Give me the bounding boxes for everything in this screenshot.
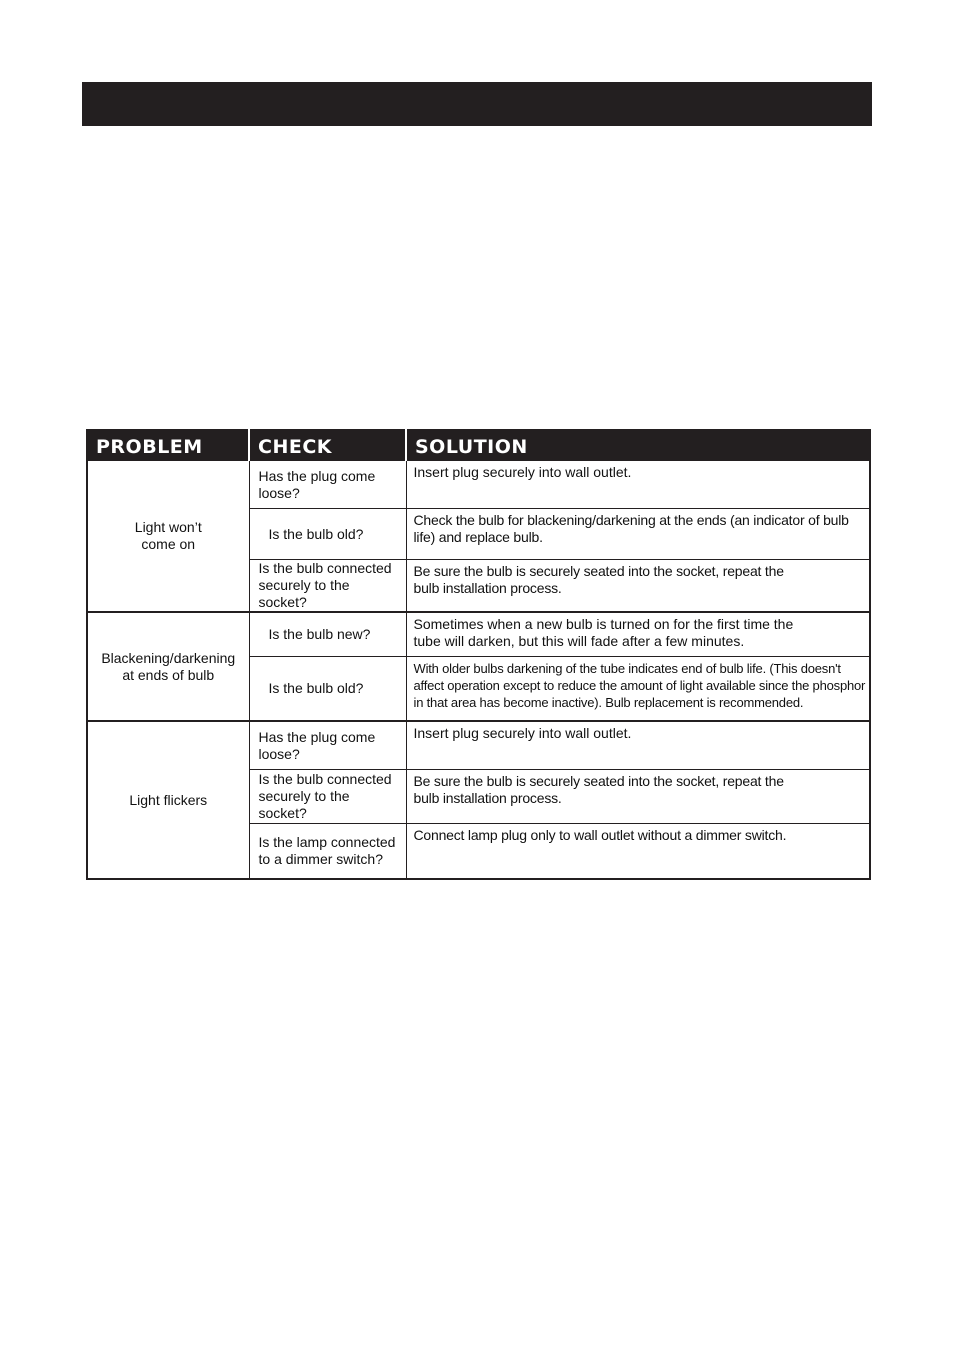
solution-cell: Insert plug securely into wall outlet. xyxy=(406,721,870,770)
column-header-solution: SOLUTION xyxy=(406,430,870,461)
solution-text: Sometimes when a new bulb is turned on for the first time the tube will darken, but this will fade after a few minutes. xyxy=(413,616,794,649)
problem-text: Light won’t come on xyxy=(134,519,202,552)
solution-text: Be sure the bulb is securely seated into the socket, repeat the bulb installation process. xyxy=(413,563,784,596)
check-cell: Is the lamp connected to a dimmer switch? xyxy=(249,824,406,880)
check-cell: Is the bulb old? xyxy=(249,509,406,560)
check-cell: Is the bulb new? xyxy=(249,612,406,657)
solution-cell xyxy=(406,560,870,613)
column-header-check: CHECK xyxy=(249,430,406,461)
check-cell: Is the bulb old? xyxy=(249,657,406,722)
check-cell: Is the bulb connected securely to the socket? xyxy=(249,560,406,613)
check-cell: Has the plug come loose? xyxy=(249,721,406,770)
check-cell: Has the plug come loose? xyxy=(249,461,406,509)
table-header-row xyxy=(87,430,870,461)
solution-text: Be sure the bulb is securely seated into the socket, repeat the bulb installation process. xyxy=(413,773,784,806)
solution-cell: Check the bulb for blackening/darkening at the ends (an indicator of bulb life) and replace bulb. xyxy=(406,509,870,560)
table-row xyxy=(87,461,870,509)
problem-cell xyxy=(87,612,249,721)
table-row xyxy=(87,612,870,657)
problem-text: Blackening/darkening at ends of bulb xyxy=(101,649,236,683)
section-title-bar xyxy=(82,82,872,126)
solution-cell: Connect lamp plug only to wall outlet without a dimmer switch. xyxy=(406,824,870,880)
check-cell: Is the bulb connected securely to the socket? xyxy=(249,770,406,824)
solution-cell xyxy=(406,612,870,657)
solution-cell: Insert plug securely into wall outlet. xyxy=(406,461,870,509)
problem-cell: Light flickers xyxy=(87,721,249,879)
column-header-problem: PROBLEM xyxy=(87,430,249,461)
solution-cell xyxy=(406,770,870,824)
troubleshooting-table xyxy=(86,429,871,880)
table-row xyxy=(87,721,870,770)
problem-cell xyxy=(87,461,249,613)
solution-cell: With older bulbs darkening of the tube indicates end of bulb life. (This doesn't affect operation except to reduce the amount of light available since the phosphor in that area has become inactive). Bulb replacement is recommended. xyxy=(406,657,870,722)
